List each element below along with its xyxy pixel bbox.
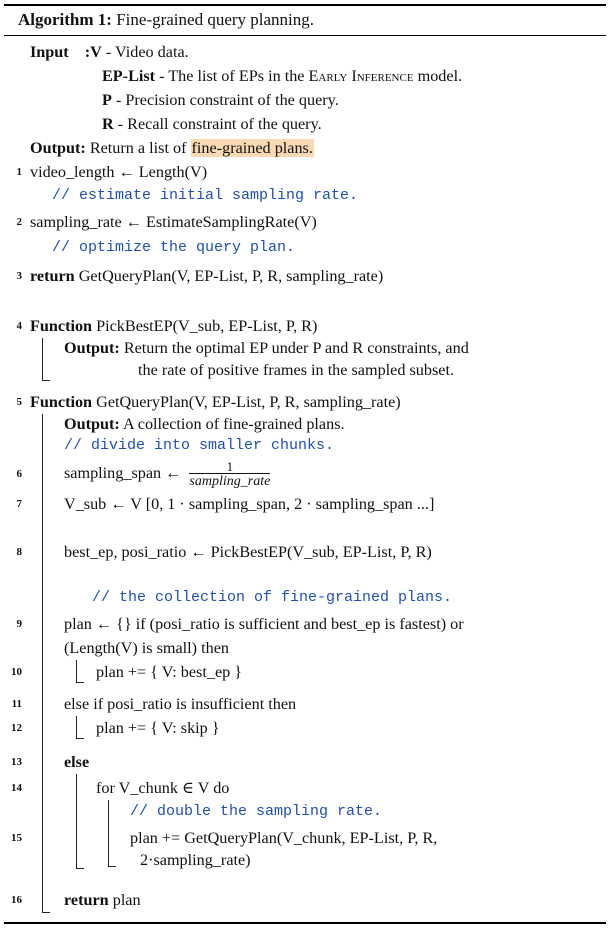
function-body-bar-end [42,912,50,913]
input-v: Input :V - Video data. [30,43,189,61]
line-5: Function GetQueryPlan(V, EP-List, P, R, sampling_rate) [30,393,401,411]
else-bar-end [76,868,84,869]
line-number: 5 [16,396,22,408]
line-number: 11 [11,698,22,710]
caption-rule [4,35,606,36]
line-1: video_length ← Length(V) [30,163,208,181]
line-number: 14 [11,782,22,794]
line-number: 6 [16,468,22,480]
algorithm-caption [18,10,314,30]
line-13: else [64,753,90,771]
then-bar [76,660,77,682]
line-number: 1 [16,166,22,178]
line-number: 8 [16,546,22,558]
block-bar-end [42,380,50,381]
input-p: P - Precision constraint of the query. [102,91,339,109]
line-number: 13 [11,756,22,768]
comment-estimate: // estimate initial sampling rate. [52,187,359,204]
line-16: return plan [64,891,141,909]
line-number: 12 [11,722,22,734]
block-bar [42,338,43,380]
line-8: best_ep, posi_ratio ← PickBestEP(V_sub, EP-List, P, R) [64,543,432,561]
algorithm-title: Fine-grained query planning. [116,10,315,29]
line-5-output: Output: A collection of fine-grained plans. [64,415,345,433]
input-eplist: EP-List - The list of EPs in the Early Inference model. [102,67,463,85]
top-rule [4,4,606,6]
line-number: 2 [16,216,22,228]
bottom-rule [4,922,606,924]
algorithm-box [4,4,606,926]
line-4-output-cont: the rate of positive frames in the sampled subset. [138,361,455,379]
input-r: R - Recall constraint of the query. [102,115,322,133]
line-14: for V_chunk ∈ V do [96,779,230,797]
for-bar-end [108,866,116,867]
line-9: plan ← {} if (posi_ratio is sufficient and best_ep is fastest) or [64,615,464,633]
line-number: 10 [11,666,22,678]
comment-collection: // the collection of fine-grained plans. [92,589,453,606]
line-12: plan += { V: skip } [96,719,220,737]
line-number: 7 [16,498,22,510]
line-number: 16 [11,894,22,906]
line-4-output: Output: Return the optimal EP under P and R constraints, and [64,339,469,357]
then-bar-end [76,682,84,683]
else-bar [76,774,77,868]
line-7: V_sub ← V [0, 1 · sampling_span, 2 · sampling_span ...] [64,495,435,513]
line-9-cont: (Length(V) is small) then [64,639,229,657]
line-number: 4 [16,320,22,332]
line-number: 3 [16,270,22,282]
line-15: plan += GetQueryPlan(V_chunk, EP-List, P, R, [130,829,438,847]
line-15-cont: 2·sampling_rate) [140,851,251,869]
line-number: 9 [16,618,22,630]
algorithm-label: Algorithm 1: [18,10,112,29]
line-2: sampling_rate ← EstimateSamplingRate(V) [30,213,317,231]
fraction: $\frac{1}{\text{sampling\_rate}}$ [189,458,271,489]
elseif-bar [76,716,77,738]
output-spec: Output: Return a list of fine-grained plans. [30,139,313,157]
comment-double: // double the sampling rate. [130,803,383,820]
function-body-bar [42,414,43,912]
line-number: 15 [11,832,22,844]
for-bar [108,800,109,866]
comment-optimize: // optimize the query plan. [52,239,296,256]
line-6: sampling_span ← $\frac{1}{\text{sampling\_rate}}$ [64,458,271,489]
highlight-fine-grained-plans: fine-grained plans. [191,139,313,157]
elseif-bar-end [76,738,84,739]
line-11: else if posi_ratio is insufficient then [64,695,297,713]
comment-divide: // divide into smaller chunks. [64,437,335,454]
line-10: plan += { V: best_ep } [96,663,243,681]
line-4: Function PickBestEP(V_sub, EP-List, P, R) [30,317,318,335]
line-3: return GetQueryPlan(V, EP-List, P, R, sampling_rate) [30,267,384,285]
